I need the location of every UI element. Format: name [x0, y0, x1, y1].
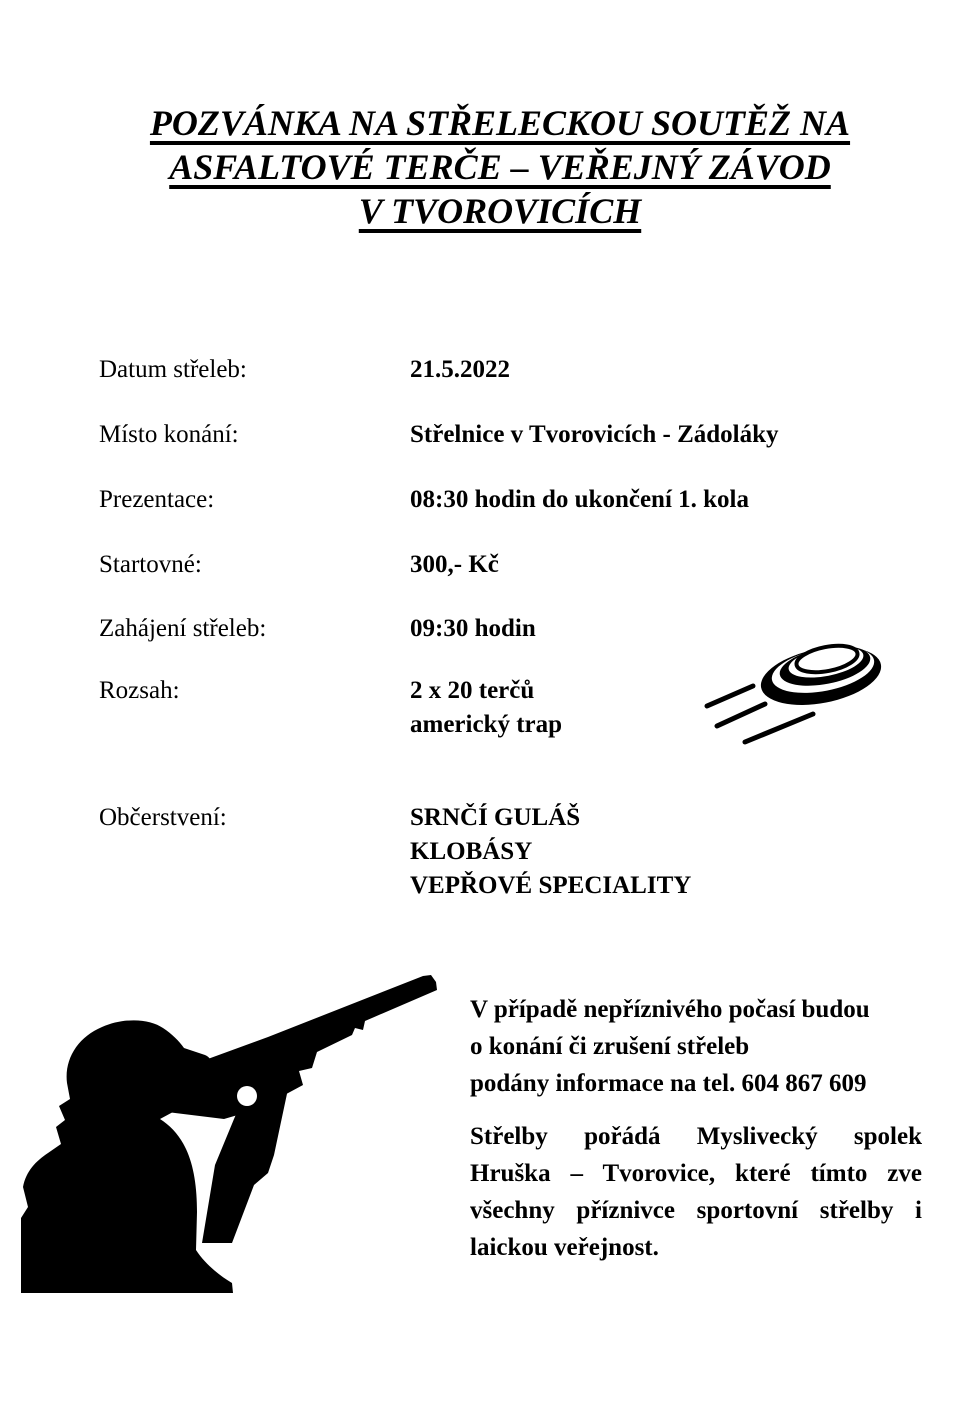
- field-value-line: americký trap: [410, 711, 563, 738]
- paragraph-line: V případě nepříznivého počasí budou: [470, 996, 870, 1023]
- field-value-line: VEPŘOVÉ SPECIALITY: [410, 872, 692, 899]
- field-label: Rozsah:: [99, 677, 180, 704]
- info-row-fee: [99, 548, 499, 582]
- field-value: [410, 801, 691, 903]
- info-row-start: [99, 612, 536, 646]
- clay-target-icon: [695, 630, 895, 750]
- field-value: [410, 674, 562, 742]
- field-label: Zahájení střeleb:: [99, 615, 267, 642]
- field-value: Střelnice v Tvorovicích - Zádoláky: [410, 421, 779, 448]
- info-row-scope: [99, 674, 562, 742]
- field-value: 300,- Kč: [410, 551, 499, 578]
- organizer-paragraph: [470, 1118, 922, 1266]
- shooter-svg: [18, 975, 443, 1293]
- weather-info-paragraph: [470, 991, 870, 1102]
- trap-shooter-silhouette-icon: [18, 975, 443, 1293]
- field-label: Datum střeleb:: [99, 356, 247, 383]
- title-line-1: POZVÁNKA NA STŘELECKOU SOUTĚŽ NA: [149, 103, 851, 143]
- paragraph-line: Hruška – Tvorovice, které tímto zve: [470, 1160, 922, 1187]
- paragraph-line: o konání či zrušení střeleb: [470, 1033, 750, 1060]
- paragraph-line: Střelby pořádá Myslivecký spolek: [470, 1123, 922, 1150]
- paragraph-line: podány informace na tel. 604 867 609: [470, 1070, 867, 1097]
- page-title: [85, 101, 915, 233]
- title-line-3: V TVOROVICÍCH: [358, 191, 642, 231]
- field-value-line: 2 x 20 terčů: [410, 677, 535, 704]
- info-row-date: [99, 353, 510, 387]
- field-label: Startovné:: [99, 551, 202, 578]
- title-line-2: ASFALTOVÉ TERČE – VEŘEJNÝ ZÁVOD: [169, 147, 831, 187]
- paragraph-line: všechny příznivce sportovní střelby i: [470, 1197, 922, 1224]
- field-label: Místo konání:: [99, 421, 239, 448]
- field-value: 08:30 hodin do ukončení 1. kola: [410, 486, 749, 513]
- paragraph-line: laickou veřejnost.: [470, 1234, 659, 1261]
- info-row-refreshments: [99, 801, 691, 903]
- field-value: 21.5.2022: [410, 356, 510, 383]
- info-row-place: [99, 418, 779, 452]
- field-label: Prezentace:: [99, 486, 215, 513]
- info-row-presentation: [99, 483, 749, 517]
- clay-target-svg: [695, 630, 895, 750]
- field-value: 09:30 hodin: [410, 615, 536, 642]
- field-value-line: KLOBÁSY: [410, 838, 533, 865]
- field-label: Občerstvení:: [99, 804, 227, 831]
- field-value-line: SRNČÍ GULÁŠ: [410, 804, 581, 831]
